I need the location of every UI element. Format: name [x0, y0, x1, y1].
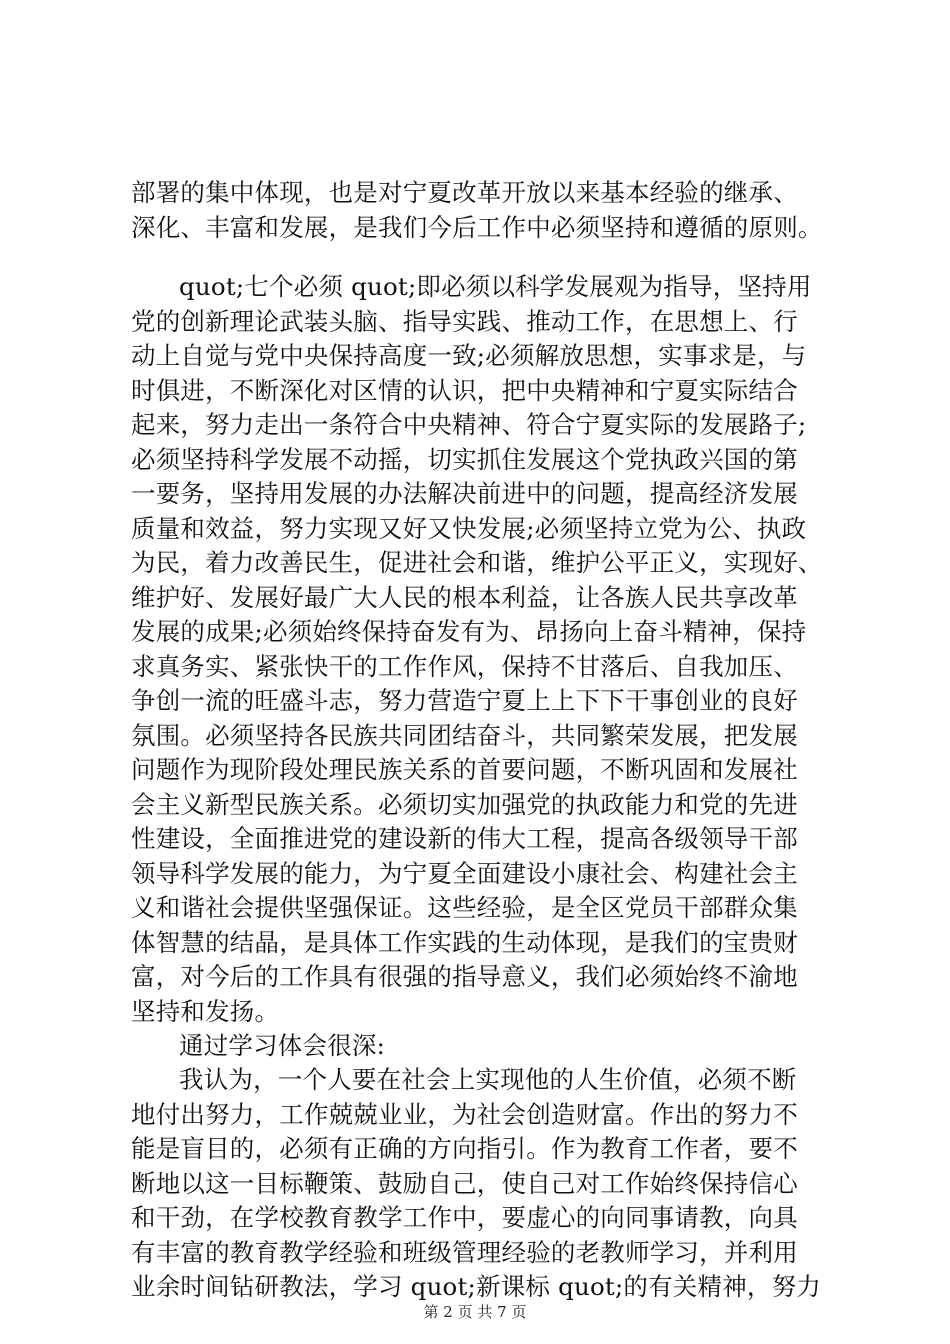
text-line: 党的创新理论武装头脑、指导实践、推动工作，在思想上、行: [131, 306, 798, 336]
text-line: 一要务，坚持用发展的办法解决前进中的问题，提高经济发展: [131, 479, 798, 508]
page-number-label: 第 2 页 共 7 页: [423, 1303, 527, 1321]
paragraph-1: [131, 176, 831, 245]
text-line: 能是盲目的，必须有正确的方向指引。作为教育工作者，要不: [131, 1134, 798, 1163]
text-line: 发展的成果;必须始终保持奋发有为、昂扬向上奋斗精神，保持: [131, 617, 807, 646]
text-line: 深化、丰富和发展，是我们今后工作中必须坚持和遵循的原则。: [131, 212, 823, 242]
paragraph-3: [131, 1029, 831, 1064]
text-line: 地付出努力，工作兢兢业业，为社会创造财富。作出的努力不: [131, 1099, 798, 1129]
text-line: 断地以这一目标鞭策、鼓励自己，使自己对工作始终保持信心: [131, 1168, 798, 1198]
text-line: 动上自觉与党中央保持高度一致;必须解放思想，实事求是，与: [131, 341, 807, 370]
text-line: 维护好、发展好最广大人民的根本利益，让各族人民共享改革: [131, 582, 798, 612]
text-line: 业余时间钻研教法，学习 quot;新课标 quot;的有关精神，努力: [131, 1272, 821, 1301]
text-line: 必须坚持科学发展不动摇，切实抓住发展这个党执政兴国的第: [131, 444, 798, 474]
paragraph-2: [131, 270, 831, 1029]
text-line: 时俱进，不断深化对区情的认识，把中央精神和宁夏实际结合: [131, 375, 798, 405]
text-line: 我认为，一个人要在社会上实现他的人生价值，必须不断: [179, 1065, 797, 1094]
text-line: 义和谐社会提供坚强保证。这些经验，是全区党员干部群众集: [131, 893, 798, 922]
text-line: 性建设，全面推进党的建设新的伟大工程，提高各级领导干部: [131, 824, 798, 853]
text-line: 坚持和发扬。: [131, 996, 280, 1026]
text-line: 富，对今后的工作具有很强的指导意义，我们必须始终不渝地: [131, 962, 798, 991]
text-line: 和干劲，在学校教育教学工作中，要虚心的向同事请教，向具: [131, 1203, 798, 1232]
text-line: 争创一流的旺盛斗志，努力营造宁夏上上下下干事创业的良好: [131, 686, 798, 715]
text-line: 领导科学发展的能力，为宁夏全面建设小康社会、构建社会主: [131, 858, 798, 888]
text-line: 体智慧的结晶，是具体工作实践的生动体现，是我们的宝贵财: [131, 927, 798, 957]
text-line: 部署的集中体现，也是对宁夏改革开放以来基本经验的继承、: [131, 178, 798, 207]
page-footer: [0, 1302, 950, 1322]
text-line: 通过学习体会很深:: [179, 1031, 386, 1060]
text-line: 为民，着力改善民生，促进社会和谐，维护公平正义，实现好、: [131, 548, 823, 577]
text-line: 求真务实、紧张快干的工作作风，保持不甘落后、自我加压、: [131, 651, 798, 681]
text-line: 起来，努力走出一条符合中央精神、符合宁夏实际的发展路子;: [131, 410, 807, 439]
text-line: 会主义新型民族关系。必须切实加强党的执政能力和党的先进: [131, 789, 798, 819]
text-line: 质量和效益，努力实现又好又快发展;必须坚持立党为公、执政: [131, 513, 807, 543]
text-line: 有丰富的教育教学经验和班级管理经验的老教师学习，并利用: [131, 1237, 798, 1267]
text-line: 氛围。必须坚持各民族共同团结奋斗，共同繁荣发展，把发展: [131, 720, 798, 750]
text-line: quot;七个必须 quot;即必须以科学发展观为指导，坚持用: [179, 272, 812, 301]
text-line: 问题作为现阶段处理民族关系的首要问题，不断巩固和发展社: [131, 755, 798, 784]
paragraph-4: [131, 1063, 831, 1305]
